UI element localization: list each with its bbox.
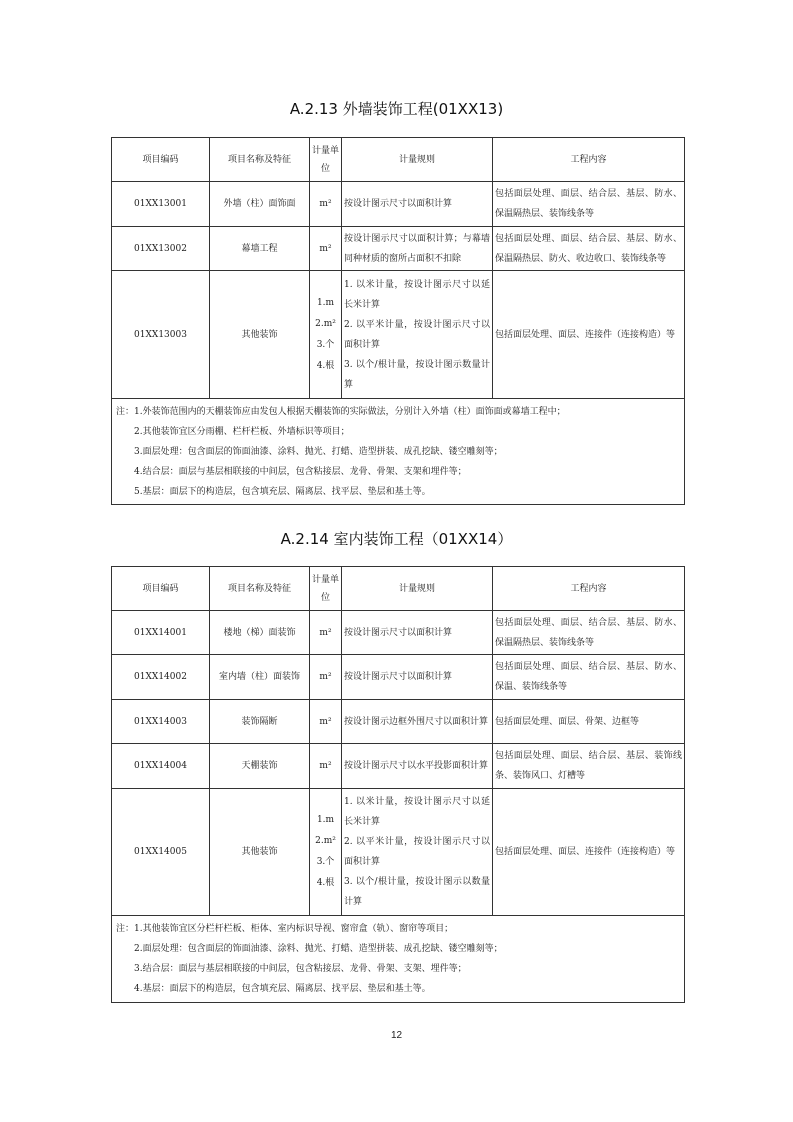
item-rule: 按设计图示尺寸以面积计算 <box>342 182 493 227</box>
header-code: 项目编码 <box>112 567 210 611</box>
notes-row <box>112 399 685 505</box>
item-code: 01XX13003 <box>112 271 210 399</box>
table-row <box>112 700 685 744</box>
item-name: 天棚装饰 <box>210 744 310 789</box>
item-name: 外墙（柱）面饰面 <box>210 182 310 227</box>
table-row <box>112 611 685 655</box>
header-name: 项目名称及特征 <box>210 138 310 182</box>
note-line: 5.基层：面层下的构造层，包含填充层、隔离层、找平层、垫层和基土等。 <box>134 486 431 497</box>
item-work: 包括面层处理、面层、连接件（连接构造）等 <box>493 271 685 399</box>
item-rule: 按设计图示尺寸以面积计算 <box>342 655 493 700</box>
page-number: 12 <box>390 1030 403 1041</box>
item-unit: m² <box>310 744 342 789</box>
item-name: 室内墙（柱）面装饰 <box>210 655 310 700</box>
item-unit: m² <box>310 700 342 744</box>
item-work: 包括面层处理、面层、结合层、基层、防水、保温隔热层、装饰线条等 <box>493 611 685 655</box>
unit-option: 4.根 <box>316 360 335 371</box>
item-rules <box>342 789 493 916</box>
notes-row <box>112 916 685 1003</box>
item-code: 01XX14002 <box>112 655 210 700</box>
note-line: 注：1.外装饰范围内的天棚装饰应由发包人根据天棚装饰的实际做法，分别计入外墙（柱）面饰面或幕墙工程中； <box>116 406 566 417</box>
item-code: 01XX14003 <box>112 700 210 744</box>
table-header-row <box>112 567 685 611</box>
item-unit: m² <box>310 655 342 700</box>
item-rules <box>342 271 493 399</box>
notes-cell <box>112 916 685 1003</box>
rule-line: 2. 以平米计量，按设计图示尺寸以面积计算 <box>344 319 490 350</box>
unit-option: 1.m <box>316 297 335 308</box>
rule-line: 3. 以个/根计量，按设计图示数量计算 <box>344 359 490 390</box>
header-rule: 计量规则 <box>342 567 493 611</box>
table-01xx13 <box>111 137 685 505</box>
rule-line: 1. 以米计量，按设计图示尺寸以延长米计算 <box>344 279 490 310</box>
item-unit: m² <box>310 182 342 227</box>
section-title-01xx14: A.2.14 室内装饰工程（01XX14） <box>280 530 513 548</box>
note-line: 注：1.其他装饰宜区分栏杆栏板、柜体、室内标识导视、窗帘盒（轨）、窗帘等项目； <box>116 924 454 934</box>
item-rule: 按设计图示尺寸以面积计算 <box>342 611 493 655</box>
item-name: 其他装饰 <box>210 271 310 399</box>
item-units <box>310 789 342 916</box>
item-units <box>310 271 342 399</box>
item-work: 包括面层处理、面层、结合层、基层、防水、保温隔热层、装饰线条等 <box>493 182 685 227</box>
table-row <box>112 182 685 227</box>
item-name: 楼地（梯）面装饰 <box>210 611 310 655</box>
item-work: 包括面层处理、面层、结合层、基层、装饰线条、装饰风口、灯槽等 <box>493 744 685 789</box>
item-code: 01XX13001 <box>112 182 210 227</box>
item-unit: m² <box>310 227 342 271</box>
header-name: 项目名称及特征 <box>210 567 310 611</box>
table-row <box>112 655 685 700</box>
item-work: 包括面层处理、面层、连接件（连接构造）等 <box>493 789 685 916</box>
note-line: 4.基层：面层下的构造层，包含填充层、隔离层、找平层、垫层和基土等。 <box>134 984 431 994</box>
notes-cell <box>112 399 685 505</box>
note-line: 2.其他装饰宜区分雨棚、栏杆栏板、外墙标识等项目； <box>134 426 350 437</box>
note-line: 2.面层处理：包含面层的饰面油漆、涂料、抛光、打蜡、造型拼装、成孔挖缺、镂空雕刻等； <box>134 944 503 954</box>
header-work: 工程内容 <box>493 138 685 182</box>
section-title-01xx13: A.2.13 外墙装饰工程(01XX13) <box>289 100 504 118</box>
item-code: 01XX14004 <box>112 744 210 789</box>
item-code: 01XX14001 <box>112 611 210 655</box>
table-row <box>112 789 685 916</box>
item-code: 01XX13002 <box>112 227 210 271</box>
item-unit: m² <box>310 611 342 655</box>
unit-option: 2.m² <box>315 836 336 846</box>
item-name: 装饰隔断 <box>210 700 310 744</box>
note-line: 3.结合层：面层与基层相联接的中间层，包含粘接层、龙骨、骨架、支架、埋件等； <box>134 964 467 974</box>
item-name: 幕墙工程 <box>210 227 310 271</box>
rule-line: 3. 以个/根计量，按设计图示以数量计算 <box>344 877 490 907</box>
header-rule: 计量规则 <box>342 138 493 182</box>
note-line: 3.面层处理：包含面层的饰面油漆、涂料、抛光、打蜡、造型拼装、成孔挖缺、镂空雕刻等； <box>134 446 503 457</box>
rule-line: 1. 以米计量，按设计图示尺寸以延长米计算 <box>344 797 490 827</box>
header-unit: 计量单位 <box>310 567 342 611</box>
item-name: 其他装饰 <box>210 789 310 916</box>
header-work: 工程内容 <box>493 567 685 611</box>
unit-option: 3.个 <box>316 857 335 867</box>
item-rule: 按设计图示边框外围尺寸以面积计算 <box>342 700 493 744</box>
table-header-row <box>112 138 685 182</box>
note-line: 4.结合层：面层与基层相联接的中间层，包含粘接层、龙骨、骨架、支架和埋件等； <box>134 466 467 477</box>
table-row <box>112 271 685 399</box>
unit-option: 4.根 <box>316 878 335 888</box>
header-code: 项目编码 <box>112 138 210 182</box>
rule-line: 2. 以平米计量，按设计图示尺寸以面积计算 <box>344 837 490 867</box>
item-rule: 按设计图示尺寸以水平投影面积计算 <box>342 744 493 789</box>
table-01xx14 <box>111 566 685 1003</box>
unit-option: 3.个 <box>316 339 335 350</box>
item-work: 包括面层处理、面层、结合层、基层、防水、保温、装饰线条等 <box>493 655 685 700</box>
item-code: 01XX14005 <box>112 789 210 916</box>
unit-option: 1.m <box>316 815 335 825</box>
item-work: 包括面层处理、面层、骨架、边框等 <box>493 700 685 744</box>
table-row <box>112 744 685 789</box>
table-row <box>112 227 685 271</box>
item-rule: 按设计图示尺寸以面积计算；与幕墙同种材质的窗所占面积不扣除 <box>342 227 493 271</box>
unit-option: 2.m² <box>315 318 336 329</box>
header-unit: 计量单位 <box>310 138 342 182</box>
item-work: 包括面层处理、面层、结合层、基层、防水、保温隔热层、防火、收边收口、装饰线条等 <box>493 227 685 271</box>
